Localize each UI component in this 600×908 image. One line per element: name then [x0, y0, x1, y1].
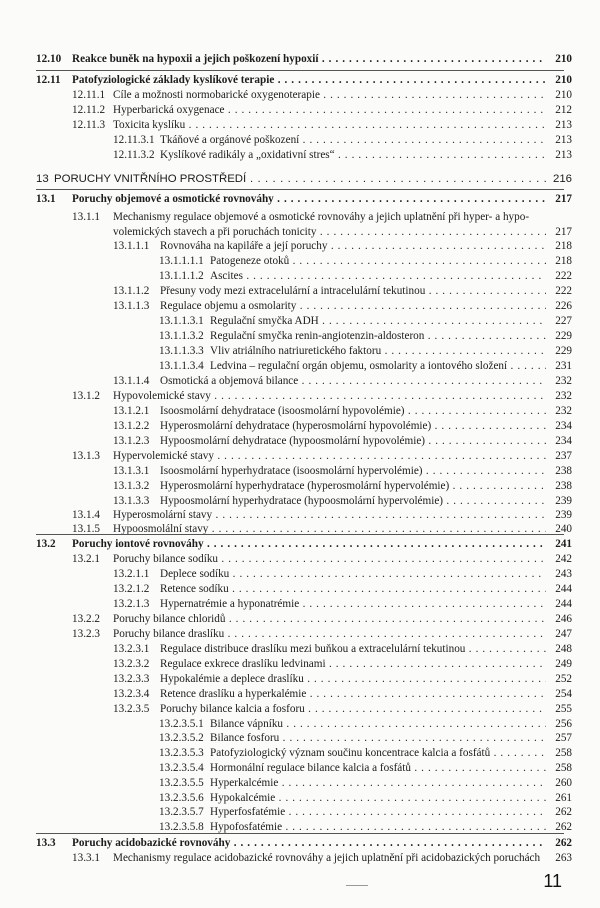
- toc-entry-number: 13.2.3.3: [113, 673, 150, 685]
- toc-entry[interactable]: [0, 702, 600, 716]
- toc-entry[interactable]: [0, 761, 600, 775]
- toc-entry-number: 13.1.3: [72, 450, 100, 462]
- toc-entry[interactable]: [0, 344, 600, 358]
- toc-entry-title: Toxicita kyslíku . . .: [113, 118, 572, 132]
- toc-entry-title: Poruchy objemové a osmotické rovnováhy . . .: [72, 192, 572, 206]
- toc-entry-page: 256: [555, 718, 572, 730]
- toc-entry-number: 13.1.5: [72, 523, 100, 535]
- toc-entry-title: Regulace exkrece draslíku ledvinami . . .: [160, 657, 572, 671]
- toc-entry-number: 13.2.3.5.7: [159, 806, 204, 818]
- toc-entry[interactable]: [0, 687, 600, 701]
- toc-entry-title: Hypokalémie a deplece draslíku . . .: [160, 672, 572, 686]
- toc-entry-title: Bilance vápníku . . .: [210, 717, 572, 731]
- toc-entry[interactable]: [0, 88, 600, 102]
- toc-entry-number: 13.2.3.5: [113, 703, 150, 715]
- toc-entry-page: 262: [555, 821, 572, 833]
- toc-entry-title: Poruchy bilance sodíku . . .: [113, 552, 572, 566]
- toc-entry-page: 234: [555, 420, 572, 432]
- toc-entry-title: Hypokalcémie . . .: [210, 791, 572, 805]
- toc-entry[interactable]: [0, 672, 600, 686]
- toc-entry[interactable]: [0, 449, 600, 463]
- toc-entry-title: Poruchy bilance chloridů . . .: [113, 612, 572, 626]
- toc-entry-page: 213: [555, 119, 572, 131]
- toc-entry-page: 218: [555, 240, 572, 252]
- toc-entry[interactable]: [0, 612, 600, 626]
- toc-entry-page: 242: [555, 553, 572, 565]
- toc-entry-title: Hypovolemické stavy . . .: [113, 389, 572, 403]
- toc-entry-title: Poruchy acidobazické rovnováhy . . .: [72, 836, 572, 850]
- toc-entry[interactable]: [0, 567, 600, 581]
- toc-entry-title: Ledvina – regulační orgán objemu, osmolarity a iontového složení . . .: [210, 359, 572, 373]
- footer-dash: [346, 885, 368, 886]
- toc-entry-title: Přesuny vody mezi extracelulární a intracelulární tekutinou . . .: [160, 284, 572, 298]
- toc-entry-title: Hormonální regulace bilance kalcia a fosfátů . . .: [210, 761, 572, 775]
- toc-entry-page: 217: [555, 193, 572, 205]
- section-divider: [36, 833, 564, 834]
- toc-entry-number: 13.2.3.5.3: [159, 747, 204, 759]
- toc-entry-page: 238: [555, 465, 572, 477]
- toc-entry-number: 13.1.1.1: [113, 240, 150, 252]
- toc-entry-title: Regulace objemu a osmolarity . . .: [160, 299, 572, 313]
- toc-entry[interactable]: [0, 148, 600, 162]
- toc-entry-title: Regulační smyčka renin-angiotenzin-aldosteron . . .: [210, 329, 572, 343]
- toc-entry-number: 13.2.1.3: [113, 598, 150, 610]
- toc-entry[interactable]: [0, 537, 600, 551]
- toc-entry-page: 222: [555, 285, 572, 297]
- page-number: 11: [543, 871, 562, 891]
- toc-entry[interactable]: [0, 192, 600, 206]
- toc-entry-title: Hypoosmolální stavy . . .: [113, 522, 572, 536]
- toc-entry-page: 232: [555, 390, 572, 402]
- toc-entry-page: 262: [555, 837, 572, 849]
- toc-entry-title: Reakce buněk na hypoxii a jejich poškození hypoxií . . .: [72, 52, 572, 66]
- toc-entry-number: 13.3.1: [72, 852, 100, 864]
- toc-entry-page: 263: [555, 852, 572, 864]
- toc-entry-title: Hypofosfatémie . . .: [210, 820, 572, 834]
- toc-entry-title: PORUCHY VNITŘNÍHO PROSTŘEDÍ . . .: [54, 172, 572, 186]
- toc-entry-title: Hyperosmolární stavy . . .: [113, 508, 572, 522]
- toc-entry-title: Hypernatrémie a hyponatrémie . . .: [160, 597, 572, 611]
- toc-entry[interactable]: [0, 254, 600, 268]
- toc-entry-title: Patofyziologické základy kyslíkové terapie . . .: [72, 73, 572, 87]
- toc-entry-title: Retence draslíku a hyperkalémie . . .: [160, 687, 572, 701]
- toc-entry-title: Isoosmolární hyperhydratace (isoosmolární hypervolémie) . . .: [160, 464, 572, 478]
- toc-entry[interactable]: [0, 805, 600, 819]
- toc-entry-page: 249: [555, 658, 572, 670]
- toc-entry-page: 240: [555, 523, 572, 535]
- section-divider: [36, 534, 564, 535]
- toc-entry[interactable]: [0, 746, 600, 760]
- toc-entry[interactable]: [0, 791, 600, 805]
- toc-entry-page: 229: [555, 345, 572, 357]
- toc-entry[interactable]: [0, 717, 600, 731]
- toc-entry-title: Osmotická a objemová bilance . . .: [160, 374, 572, 388]
- toc-entry-title: Hyperkalcémie . . .: [210, 776, 572, 790]
- toc-entry-number: 13.1.1.2: [113, 285, 150, 297]
- toc-entry-number: 13.2.3.5.6: [159, 792, 204, 804]
- toc-entry-title: Mechanismy regulace acidobazické rovnováhy a jejich uplatnění při acidobazických poruchách: [113, 852, 541, 864]
- toc-entry-number: 13.1.3.2: [113, 480, 150, 492]
- toc-entry[interactable]: [0, 284, 600, 298]
- toc-entry-page: 260: [555, 777, 572, 789]
- toc-entry[interactable]: [0, 597, 600, 611]
- toc-entry-page: 218: [555, 255, 572, 267]
- section-divider: [36, 70, 564, 71]
- toc-entry[interactable]: [0, 776, 600, 790]
- toc-entry-title: Poruchy bilance draslíku . . .: [113, 627, 572, 641]
- toc-entry-title: Deplece sodíku . . .: [160, 567, 572, 581]
- toc-entry-number: 13.1.2.2: [113, 420, 150, 432]
- toc-entry-page: 234: [555, 435, 572, 447]
- toc-entry-page: 243: [555, 568, 572, 580]
- toc-entry-number: 13.2.3.2: [113, 658, 150, 670]
- toc-entry-number: 13.1.4: [72, 509, 100, 521]
- toc-entry-number: 13.2.3.1: [113, 643, 150, 655]
- toc-entry-page: 212: [555, 104, 572, 116]
- toc-entry-number: 12.11.3.2: [113, 149, 155, 161]
- toc-entry[interactable]: [0, 299, 600, 313]
- toc-entry-number: 13.3: [36, 837, 56, 849]
- toc-entry-title: Cíle a možnosti normobarické oxygenoterapie . . .: [113, 88, 572, 102]
- toc-entry[interactable]: [0, 103, 600, 117]
- toc-entry[interactable]: [0, 508, 600, 522]
- toc-entry-number: 13.1: [36, 193, 56, 205]
- toc-entry-number: 13.1.1.3.1: [159, 315, 204, 327]
- toc-entry-number: 13.1.2.1: [113, 405, 150, 417]
- toc-entry-number: 13.2.3.5.5: [159, 777, 204, 789]
- toc-entry-number: 12.11.2: [72, 104, 106, 116]
- toc-entry-page: 217: [555, 226, 572, 238]
- toc-entry-title: Regulační smyčka ADH . . .: [210, 314, 572, 328]
- toc-entry[interactable]: [0, 329, 600, 343]
- toc-entry-page: 254: [555, 688, 572, 700]
- toc-entry[interactable]: [0, 225, 600, 239]
- toc-entry-number: 12.11.3.1: [113, 134, 155, 146]
- toc-entry[interactable]: [0, 627, 600, 641]
- toc-entry-number: 13.2.1.1: [113, 568, 150, 580]
- toc-entry-number: 12.11: [36, 74, 61, 86]
- toc-entry-page: 238: [555, 480, 572, 492]
- toc-entry-page: 210: [555, 89, 572, 101]
- toc-entry-page: 213: [555, 149, 572, 161]
- toc-entry-title: Hyperbarická oxygenace . . .: [113, 103, 572, 117]
- toc-entry[interactable]: [0, 404, 600, 418]
- toc-entry-page: 261: [555, 792, 572, 804]
- toc-entry-number: 13.2.3.5.1: [159, 718, 204, 730]
- toc-entry[interactable]: [0, 73, 600, 87]
- section-divider: [36, 189, 564, 190]
- toc-entry[interactable]: [0, 389, 600, 403]
- toc-entry-title: Poruchy bilance kalcia a fosforu . . .: [160, 702, 572, 716]
- toc-entry[interactable]: [0, 820, 600, 834]
- toc-entry-page: 210: [555, 53, 572, 65]
- toc-entry[interactable]: [0, 464, 600, 478]
- toc-entry-title: Hyperosmolární dehydratace (hyperosmolární hypovolémie) . . .: [160, 419, 572, 433]
- toc-entry-number: 13.1.1.3.3: [159, 345, 204, 357]
- toc-entry[interactable]: [0, 269, 600, 283]
- toc-entry-number: 13: [36, 173, 49, 185]
- toc-entry-page: 252: [555, 673, 572, 685]
- toc-entry-page: 239: [555, 495, 572, 507]
- toc-entry-number: 13.1.1.4: [113, 375, 150, 387]
- toc-entry-title: Hyperfosfatémie . . .: [210, 805, 572, 819]
- toc-entry-title: Hypoosmolární dehydratace (hypoosmolární hypovolémie) . . .: [160, 434, 572, 448]
- toc-entry[interactable]: [0, 419, 600, 433]
- toc-entry-number: 13.1.1.3.2: [159, 330, 204, 342]
- toc-entry[interactable]: [0, 582, 600, 596]
- toc-entry[interactable]: [0, 642, 600, 656]
- toc-entry-title: Rovnováha na kapiláře a její poruchy . . .: [160, 239, 572, 253]
- toc-entry-page: 226: [555, 300, 572, 312]
- toc-entry[interactable]: [0, 657, 600, 671]
- toc-entry-page: 257: [555, 732, 572, 744]
- toc-entry-number: 13.1.1.3.4: [159, 360, 204, 372]
- toc-entry-title: Bilance fosforu . . .: [210, 731, 572, 745]
- toc-entry-number: 13.1.3.1: [113, 465, 150, 477]
- toc-entry[interactable]: [0, 133, 600, 147]
- toc-entry-page: 258: [555, 762, 572, 774]
- toc-entry-number: 13.2.3.5.4: [159, 762, 204, 774]
- toc-entry[interactable]: [0, 359, 600, 373]
- toc-entry-page: 213: [555, 134, 572, 146]
- toc-entry-number: 12.11.1: [72, 89, 106, 101]
- toc-entry-page: 229: [555, 330, 572, 342]
- toc-entry-page: 232: [555, 405, 572, 417]
- toc-entry-number: 13.2.1.2: [113, 583, 150, 595]
- toc-entry-number: 13.1.1.1.2: [159, 270, 204, 282]
- toc-entry-page: 258: [555, 747, 572, 759]
- toc-entry-title: Regulace distribuce draslíku mezi buňkou a extracelulární tekutinou . . .: [160, 642, 572, 656]
- toc-entry-title: Patofyziologický význam součinu koncentrace kalcia a fosfátů . . .: [210, 746, 572, 760]
- toc-entry[interactable]: [0, 314, 600, 328]
- toc-chapter[interactable]: [0, 172, 600, 186]
- toc-entry-page: 244: [555, 583, 572, 595]
- toc-entry-title: Mechanismy regulace objemové a osmotické rovnováhy a jejich uplatnění při hyper- a hypo-: [113, 211, 530, 223]
- toc-entry-number: 13.1.2.3: [113, 435, 150, 447]
- toc-entry-number: 13.2.3.5.2: [159, 732, 204, 744]
- toc-entry-page: 237: [555, 450, 572, 462]
- leader-mask: [546, 210, 572, 224]
- toc-entry-page: 241: [555, 538, 572, 550]
- toc-entry[interactable]: [0, 52, 600, 66]
- toc-entry-page: 255: [555, 703, 572, 715]
- toc-entry-number: 13.1.3.3: [113, 495, 150, 507]
- toc-entry-page: 239: [555, 509, 572, 521]
- toc-entry[interactable]: [0, 851, 600, 865]
- toc-entry-page: 232: [555, 375, 572, 387]
- toc-entry-title: Tkáňové a orgánové poškození . . .: [160, 133, 572, 147]
- toc-entry-page: 246: [555, 613, 572, 625]
- toc-entry-title: Kyslíkové radikály a „oxidativní stres“ . . .: [160, 148, 572, 162]
- toc-entry-title: Hypervolemické stavy . . .: [113, 449, 572, 463]
- toc-entry-page: 210: [555, 74, 572, 86]
- toc-entry-title: Patogeneze otoků . . .: [210, 254, 572, 268]
- toc-entry[interactable]: [0, 836, 600, 850]
- toc-entry[interactable]: [0, 731, 600, 745]
- toc-entry-title: Hypoosmolární hyperhydratace (hypoosmolární hypervolémie) . . .: [160, 494, 572, 508]
- toc-entry-page: 231: [555, 360, 572, 372]
- toc-entry-number: 13.2.1: [72, 553, 100, 565]
- toc-entry-title: Hyperosmolární hyperhydratace (hyperosmolární hypervolémie) . . .: [160, 479, 572, 493]
- toc-entry-number: 13.2.2: [72, 613, 100, 625]
- toc-entry-number: 13.2.3.4: [113, 688, 150, 700]
- toc-entry[interactable]: [0, 552, 600, 566]
- toc-entry-page: 244: [555, 598, 572, 610]
- toc-entry-title: Ascites . . .: [210, 269, 572, 283]
- toc-entry-title: Vliv atriálního natriuretického faktoru . . .: [210, 344, 572, 358]
- toc-entry-number: 12.11.3: [72, 119, 106, 131]
- toc-entry-number: 13.2: [36, 538, 56, 550]
- toc-entry-number: 13.2.3.5.8: [159, 821, 204, 833]
- toc-entry-number: 13.1.1.1.1: [159, 255, 204, 267]
- toc-entry[interactable]: [0, 374, 600, 388]
- toc-entry-number: 13.1.1: [72, 211, 100, 223]
- toc-entry-page: 222: [555, 270, 572, 282]
- toc-entry-number: 13.1.1.3: [113, 300, 150, 312]
- toc-entry-page: 262: [555, 806, 572, 818]
- toc-entry-title: volemických stavech a při poruchách tonicity . . .: [113, 225, 572, 239]
- toc-entry-title: Isoosmolární dehydratace (isoosmolární hypovolémie) . . .: [160, 404, 572, 418]
- toc-entry[interactable]: [0, 210, 600, 224]
- toc-entry-title: Retence sodíku . . .: [160, 582, 572, 596]
- toc-entry-page: 247: [555, 628, 572, 640]
- toc-entry-number: 12.10: [36, 53, 62, 65]
- toc-entry-number: 13.1.2: [72, 390, 100, 402]
- toc-entry[interactable]: [0, 118, 600, 132]
- toc-entry-page: 248: [555, 643, 572, 655]
- toc-entry-number: 13.2.3: [72, 628, 100, 640]
- toc-entry[interactable]: [0, 434, 600, 448]
- toc-entry-page: 227: [555, 315, 572, 327]
- toc-entry[interactable]: [0, 239, 600, 253]
- toc-entry[interactable]: [0, 479, 600, 493]
- toc-entry-title: Poruchy iontové rovnováhy . . .: [72, 537, 572, 551]
- toc-entry[interactable]: [0, 494, 600, 508]
- toc-entry-page: 216: [552, 173, 572, 185]
